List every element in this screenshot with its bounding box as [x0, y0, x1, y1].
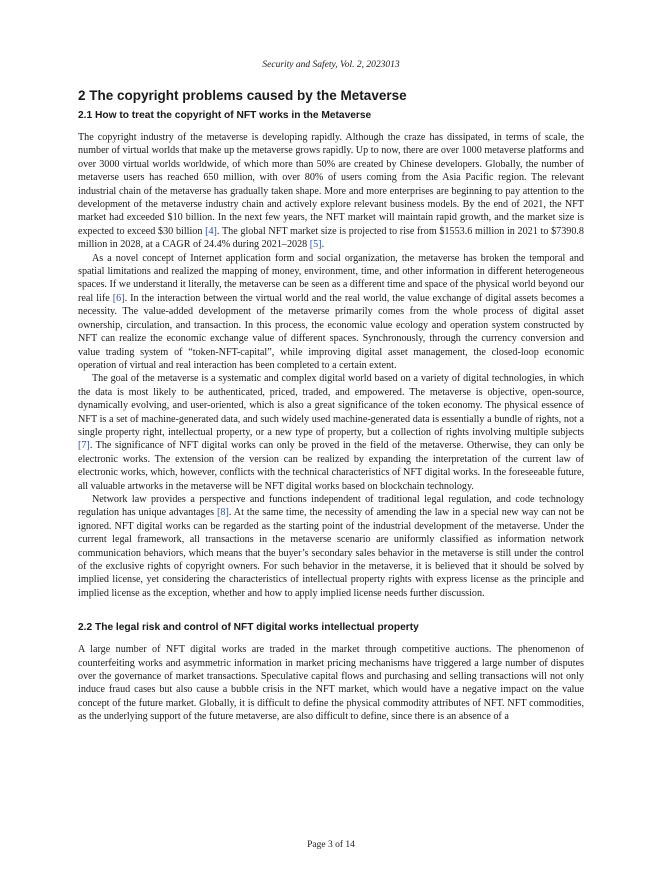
citation-link[interactable]: [7]: [78, 440, 90, 452]
paragraph-text: . In the interaction between the virtual world and the real world, the value exchange of digital assets becomes a necessity. The value-added development of the metaverse primarily comes from the whole process of digital asset ownership, circulation, and transaction. In this process, the economic value ecology and operation system constructed by NFT can realize the economic exchange value of different spaces. Synchronously, through the currency conversion and value trading system of “token-NFT-capital”, while improving digital asset management, the closed-loop economic operation of virtual and real interaction has been completed to a certain extent.: [78, 292, 584, 371]
section-title: 2 The copyright problems caused by the Metaverse: [78, 88, 407, 103]
paragraph-text: Network law provides a perspective and functions independent of traditional legal regulation, and code technology regulation has unique advantages: [78, 493, 584, 519]
citation-link[interactable]: [5]: [309, 239, 322, 251]
paragraph-2-1-3: [78, 372, 584, 493]
paragraph-text: The goal of the metaverse is a systematic and complex digital world based on a variety of digital technologies, in which the data is most likely to be authenticated, priced, traded, and empowered. The metaverse is objective, open-source, dynamically evolving, and user-oriented, which is also a great significance of the token economy. The physical essence of NFT is a set of machine-generated data, and such widely used machine-generated data is essentially a bundle of rights, not a single property right, intellectual property, or a new type of property, but a collection of rights involving multiple subjects: [78, 373, 584, 438]
subsection-title-2-1: 2.1 How to treat the copyright of NFT works in the Metaverse: [78, 110, 372, 121]
paragraph-text: . At the same time, the necessity of amending the law in a special new way can not be ignored. NFT digital works can be regarded as the starting point of the industrial development of the metaverse. Under the current legal framework, all transactions in the metaverse scenario are uniformly classified as information network communication behaviors, which means that the buyer’s secondary sales behavior in the metaverse is still under the control of the exclusive rights of copyright owners. For such behavior in the metaverse, it is believed that it should be solved by implied license, yet considering the characteristics of intellectual property rights with express license as the principle and implied license as the exception, whether and how to apply implied license needs further discussion.: [78, 507, 584, 599]
paragraph-text: . The global NFT market size is projected to rise from $1553.6 million in 2021 to $7390.8 million in 2028, at a CAGR of 24.4% during 2021–2028: [78, 225, 584, 251]
paragraph-text: The copyright industry of the metaverse is developing rapidly. Although the craze has dissipated, in terms of scale, the number of virtual worlds that make up the metaverse grows rapidly. Up to now, there are over 1000 metaverse platforms and over 3000 virtual worlds worldwide, of which more than 50% are created by Chinese developers. Globally, the number of metaverse users has reached 650 million, with over 80% of users coming from the Asia Pacific region. The relevant industrial chain of the metaverse has gradually taken shape. More and more enterprises are beginning to pay attention to the development of the metaverse industry chain and actively explore relevant business models. By the end of 2021, the NFT market had exceeded $10 billion. In the next few years, the NFT market will maintain rapid growth, and the market size is expected to exceed $30 billion: [78, 132, 584, 237]
paragraph-2-1-2: [78, 252, 584, 373]
paragraph-text: .: [321, 239, 325, 251]
article-body: [78, 88, 584, 724]
citation-link[interactable]: [4]: [205, 225, 217, 237]
citation-link[interactable]: [6]: [112, 292, 125, 304]
running-head: Security and Safety, Vol. 2, 2023013: [262, 60, 400, 70]
section-spacer: [78, 600, 584, 622]
paragraph-2-1-1: [78, 131, 584, 252]
subsection-title-2-2: 2.2 The legal risk and control of NFT digital works intellectual property: [78, 622, 419, 634]
page-number: Page 3 of 14: [307, 840, 355, 850]
paragraph-2-1-4: [78, 493, 584, 600]
paragraph-text: . The significance of NFT digital works can only be proved in the field of the metaverse. Otherwise, they can only be electronic works. The extension of the version can be realized by expanding the interpretation of the current law of electronic works, which, however, conflicts with the technical characteristics of NFT digital works. In the foreseeable future, all valuable artworks in the metaverse will be NFT digital works based on blockchain technology.: [78, 440, 584, 492]
citation-link[interactable]: [8]: [217, 507, 229, 519]
paragraph-2-2-1: A large number of NFT digital works are traded in the market through competitive auctions. The phenomenon of counterfeiting works and asymmetric information in market pricing mechanisms have triggered a large number of disputes over the governance of market transactions. Speculative capital flows and purchasing and selling transactions will not only induce fraud cases but also cause a bubble crisis in the NFT market, which would have a negative impact on the value concept of the future market. Globally, it is difficult to define the physical commodity attributes of NFT. NFT commodities, as the underlying support of the future metaverse, are also difficult to define, since there is an absence of a: [78, 644, 584, 723]
paragraph-text: As a novel concept of Internet application form and social organization, the metaverse has broken the temporal and spatial limitations and realized the mapping of money, environment, time, and other information in different heterogeneous spaces. If we understand it literally, the metaverse can be seen as a different time and space of the physical world beyond our real life: [78, 252, 584, 304]
